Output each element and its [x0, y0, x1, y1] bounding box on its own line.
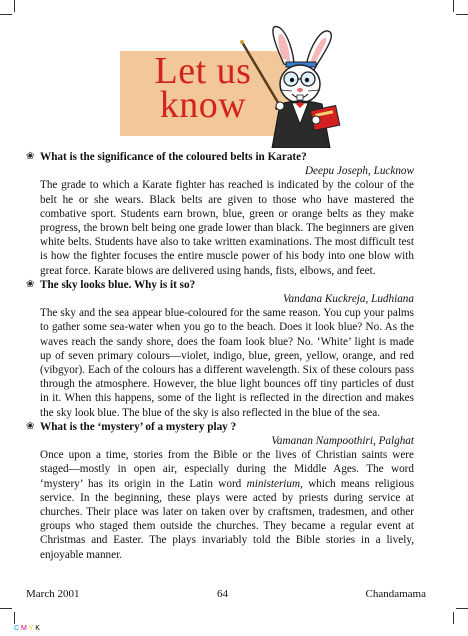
cmyk-c: C: [14, 625, 20, 632]
cmyk-registration-label: [14, 625, 40, 632]
answer-latin-word: ministerium: [246, 477, 301, 490]
page-number: 64: [216, 588, 228, 600]
footer-date: March 2001: [26, 588, 80, 600]
question-row: [26, 278, 414, 292]
cmyk-y: Y: [28, 625, 34, 632]
crop-mark-bottom-left-h: [0, 608, 12, 609]
flower-bullet-icon: ❀: [26, 151, 35, 162]
answer-text-part2: , which means religious service. In the beginning, these plays were acted by priests during service at churches. Their place was later on taken over by craftsmen, tradesmen, and other groups who staged them outside the churches. They became a regular event at Christmas and Easter. The plays invariably told the Bible stories in a lively, enjoyable manner.: [40, 477, 414, 561]
banner-title-line1: Let us: [154, 50, 252, 92]
question-author: Vamanan Nampoothiri, Palghat: [271, 435, 414, 448]
question-author: Vandana Kuckreja, Ludhiana: [282, 293, 414, 306]
crop-mark-top-left-v: [14, 0, 15, 12]
question-text: What is the significance of the coloured belts in Karate?: [40, 151, 307, 163]
question-text: What is the ‘mystery’ of a mystery play ?: [40, 420, 237, 433]
crop-mark-bottom-left-v: [14, 612, 15, 624]
flower-bullet-icon: ❀: [26, 420, 35, 432]
cmyk-k: K: [35, 625, 40, 632]
page-footer: [26, 588, 426, 600]
rabbit-mascot-illustration: [240, 24, 352, 148]
qa-content: [26, 150, 414, 562]
crop-mark-bottom-right-h: [456, 608, 468, 609]
question-author: Deepu Joseph, Lucknow: [304, 165, 414, 178]
qa-item-sky: [26, 278, 414, 420]
crop-mark-top-left-h: [0, 14, 12, 15]
answer-text: The grade to which a Karate fighter has reached is indicated by the colour of the belt he or she wears. Black belts are given to those who have mastered the combative sport. Students earn brown, blue, green or orange belts as they make progress, the brown belt being one grade lower than black. The beginners are given white belts. Students have also to take written examinations. The most difficult test is how the fighter focuses the entire muscle power of his body into one blow with great force. Karate blows are delivered using hands, fists, elbows, and feet.: [40, 179, 414, 277]
crop-mark-bottom-right-v: [453, 612, 454, 624]
flower-bullet-icon: ❀: [26, 278, 35, 290]
answer-text: The sky and the sea appear blue-coloured for the same reason. You cup your palms to gather some sea-water when you go to the beach. Does it look blue? No. As the waves reach the sandy shore, does the foam look blue? No. ‘White’ light is made up of seven primary colours—violet, indigo, blue, green, yellow, orange, and red (vibgyor). Each of the colours has a different wavelength. Six of these colours pass through the atmosphere. However, the blue light bounces off tiny particles of dust in it. When this happens, some of the light is reflected in the direction and makes the sky look blue. The blue of the sky is also reflected in the blue of the sea.: [40, 307, 414, 419]
qa-item-mystery: [26, 420, 414, 562]
banner-title-line2: know: [159, 84, 247, 126]
question-row: [26, 420, 414, 434]
magazine-name: Chandamama: [365, 588, 426, 600]
question-text: The sky looks blue. Why is it so?: [40, 278, 196, 291]
answer-text-part1: Once upon a time, stories from the Bible or the lives of Christian saints were staged—mostly in open air, especially during the Middle Ages. The word ‘mystery’ has its origin in the Latin word: [40, 449, 414, 490]
answer-text: [40, 448, 414, 562]
crop-mark-top-right-v: [453, 0, 454, 12]
crop-mark-top-right-h: [456, 14, 468, 15]
qa-item-karate: [26, 150, 414, 278]
cmyk-m: M: [21, 625, 27, 632]
question-row: [26, 150, 414, 164]
